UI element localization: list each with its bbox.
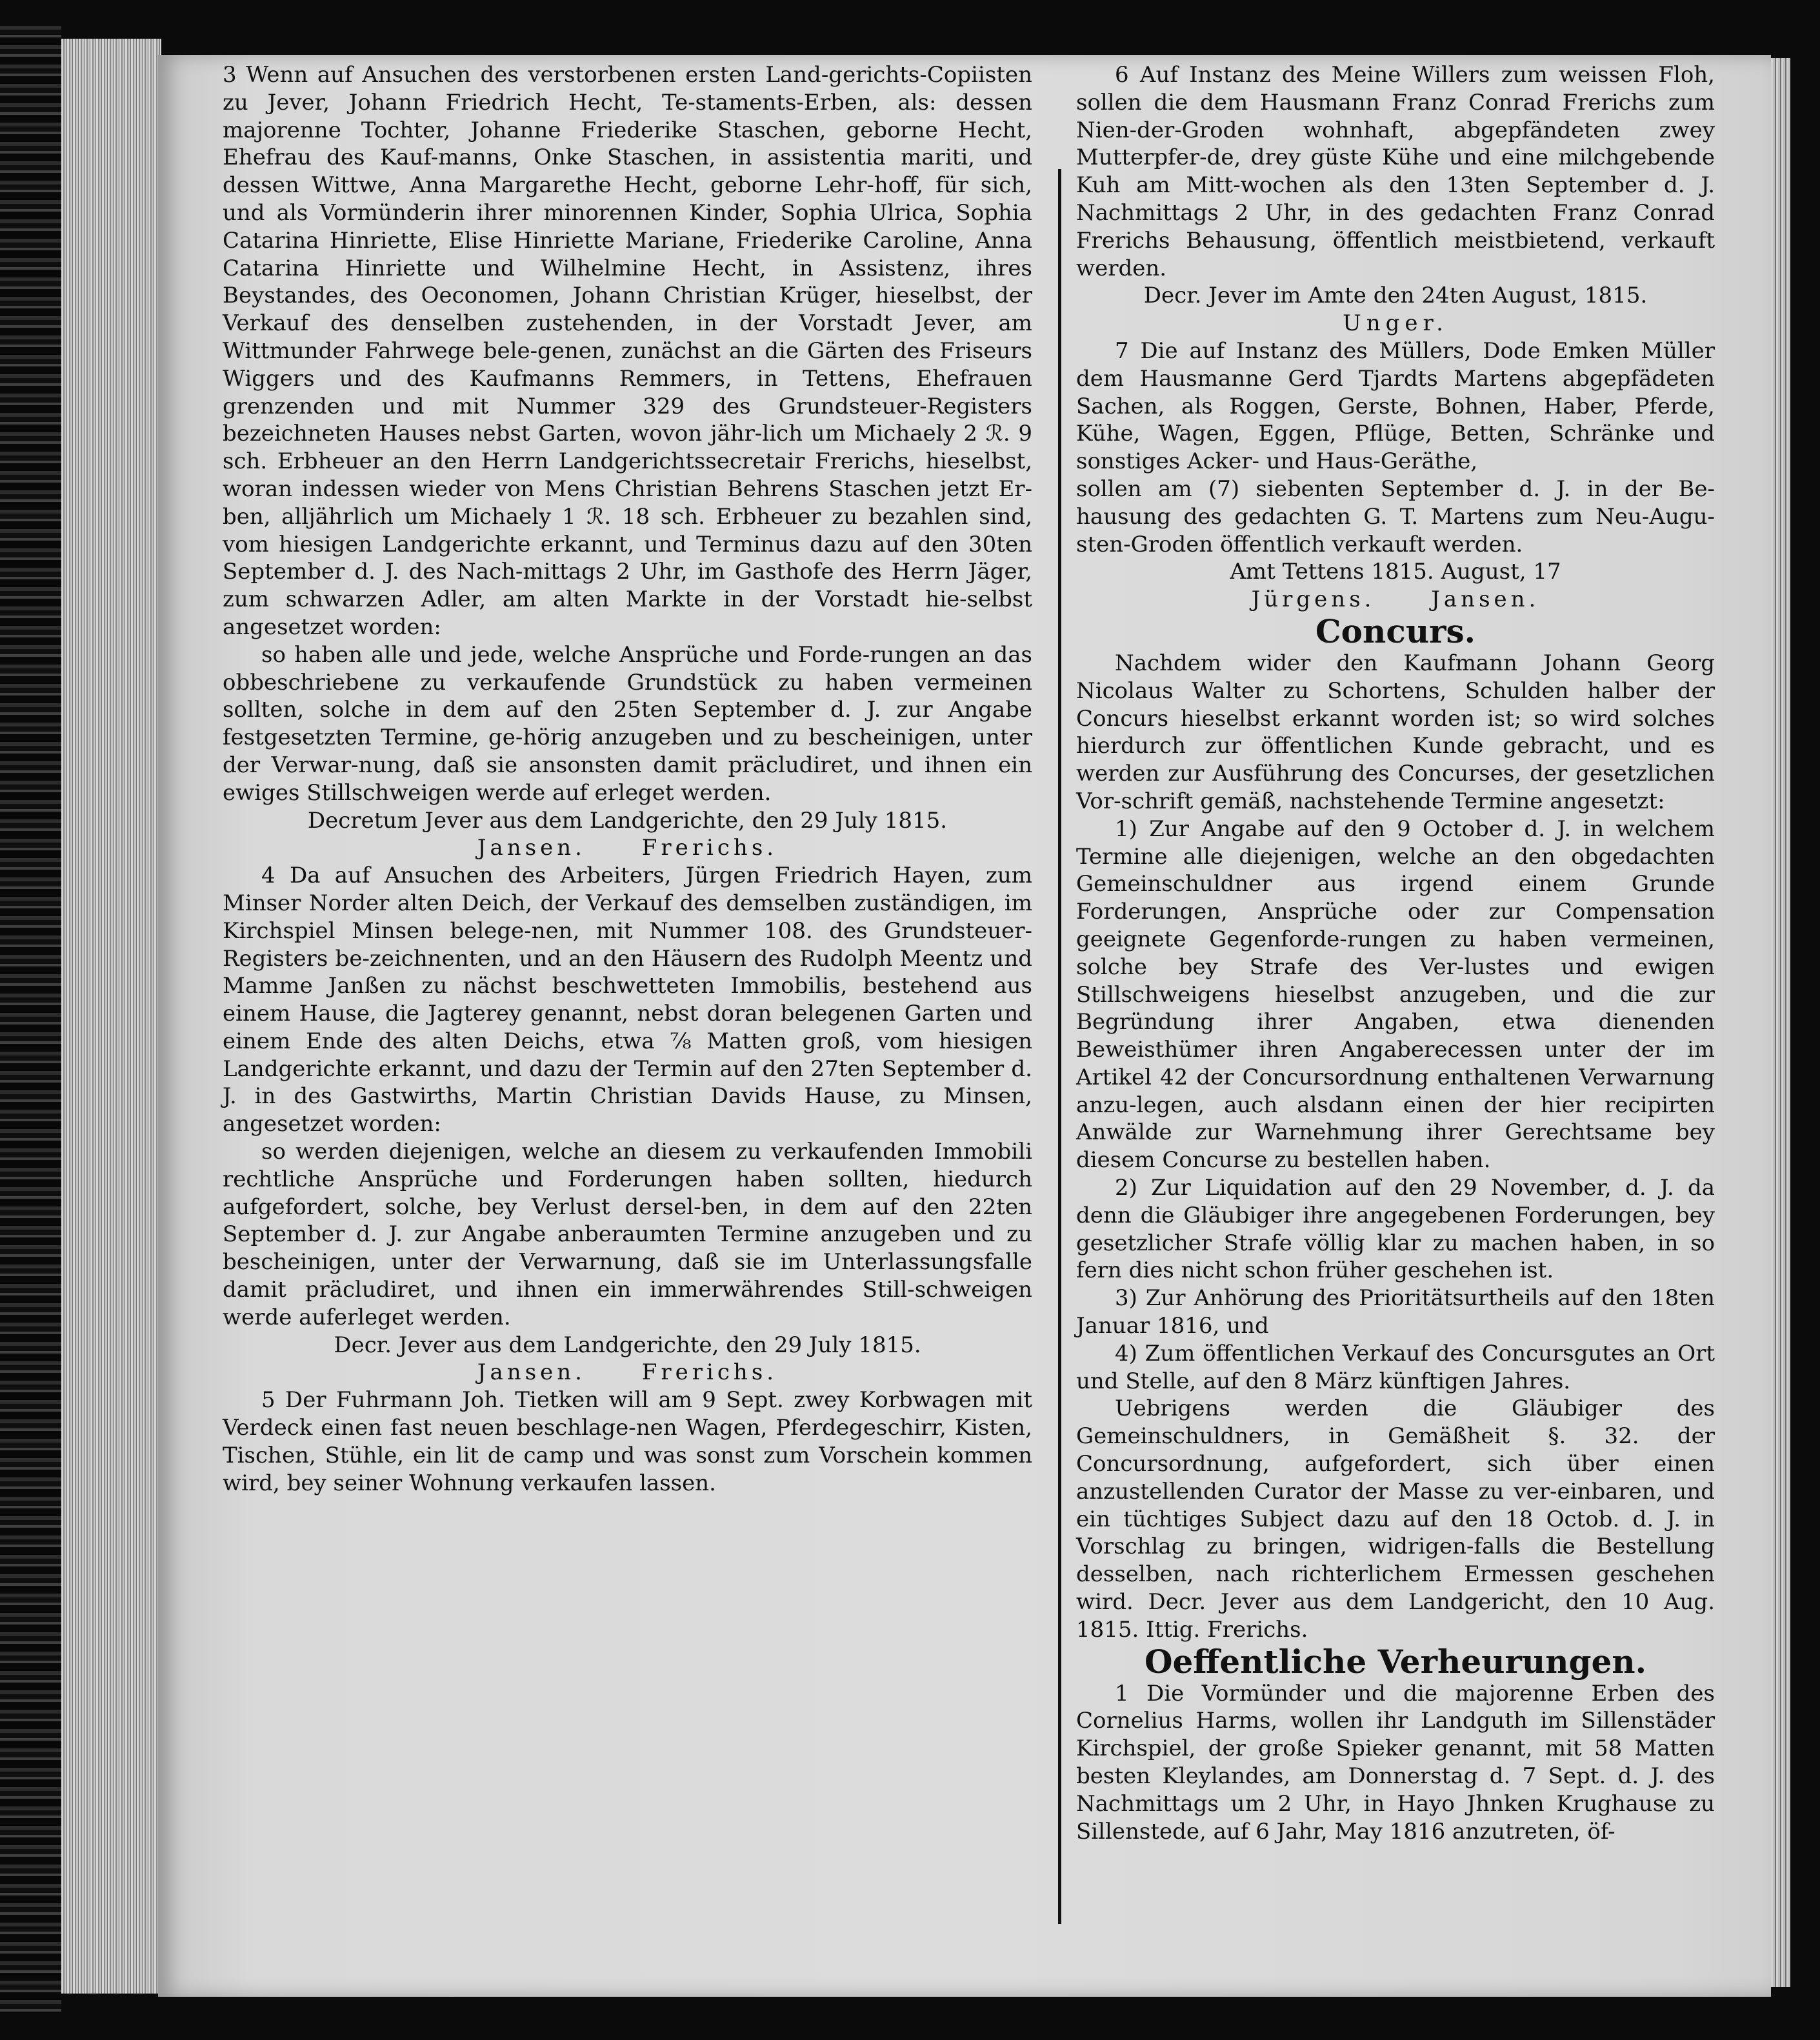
notice-7-signatures: Jürgens. Jansen. bbox=[1251, 586, 1540, 613]
concurs-heading: Concurs. bbox=[1315, 612, 1476, 650]
notice-7: 7 Die auf Instanz des Müllers, Dode Emken Müller dem Hausmanne Gerd Tjardts Martens abgepfädeten Sachen, als Roggen, Gerste, Bohnen, Haber, Pferde, Kühe, Wagen, Eggen, Pflüge, Betten, Schränke und sonstiges Acker- und Haus-Geräthe, bbox=[1076, 337, 1715, 475]
notice-5: 5 Der Fuhrmann Joh. Tietken will am 9 Sept. zwey Korbwagen mit Verdeck einen fast neuen beschlage-nen Wagen, Pferdegeschirr, Kisten, Tischen, Stühle, ein lit de camp und was sonst zum Vorschein kommen wird, bey seiner Wohnung verkaufen lassen. bbox=[223, 1387, 1032, 1496]
notice-4-decree: Decr. Jever aus dem Landgerichte, den 29 July 1815. bbox=[334, 1332, 921, 1358]
notice-6-decree: Decr. Jever im Amte den 24ten August, 1815. bbox=[1143, 283, 1648, 309]
notice-6-signature: Unger. bbox=[1343, 310, 1448, 337]
notice-6: 6 Auf Instanz des Meine Willers zum weissen Floh, sollen die dem Hausmann Franz Conrad Frerichs zum Nien-der-Groden wohnhaft, abgepfändeten zwey Mutterpfer-de, drey güste Kühe und eine milchgebende Kuh am Mitt-wochen als den 13ten September d. J. Nachmittags 2 Uhr, in des gedachten Franz Conrad Frerichs Behausung, öffentlich meistbietend, verkauft werden. bbox=[1076, 62, 1715, 281]
notice-4: 4 Da auf Ansuchen des Arbeiters, Jürgen Friedrich Hayen, zum Minser Norder alten Deich, der Verkauf des demselben zuständigen, im Kirchspiel Minsen belege-nen, mit Nummer 108. des Grundsteuer-Registers be-zeichnenten, und an den Häusern des Rudolph Meentz und Mamme Janßen zu nächst beschwetteten Immobilis, bestehend aus einem Hause, die Jagterey genannt, nebst doran belegenen Garten und einem Ende des alten Deichs, etwa ⅞ Matten groß, vom hiesigen Landgerichte erkannt, und dazu der Termin auf den 27ten September d. J. in des Gastwirths, Martin Christian Davids Hause, zu Minsen, angesetzet worden: bbox=[223, 863, 1032, 1137]
notice-3: 3 Wenn auf Ansuchen des verstorbenen ersten Land-gerichts-Copiisten zu Jever, Johann Friedrich Hecht, Te-staments-Erben, als: dessen majorenne Tochter, Johanne Friederike Staschen, geborne Hecht, Ehefrau des Kauf-manns, Onke Staschen, in assistentia mariti, und dessen Wittwe, Anna Margarethe Hecht, geborne Lehr-hoff, für sich, und als Vormünderin ihrer minorennen Kinder, Sophia Ulrica, Sophia Catarina Hinriette, Elise Hinriette Mariane, Friederike Caroline, Anna Catarina Hinriette und Wilhelmine Hecht, in Assistenz, ihres Beystandes, des Oeconomen, Johann Christian Krüger, hieselbst, der Verkauf des denselben zustehenden, in der Vorstadt Jever, am Wittmunder Fahrwege bele-genen, zunächst an die Gärten des Friseurs Wiggers und des Kaufmanns Remmers, in Tettens, Ehefrauen grenzenden und mit Nummer 329 des Grundsteuer-Registers bezeichneten Hauses nebst Garten, wovon jähr-lich um Michaely 2 ℛ. 9 sch. Erbheuer an den Herrn Landgerichtssecretair Frerichs, hieselbst, woran indessen wieder von Mens Christian Behrens Staschen jetzt Er-ben, alljährlich um Michaely 1 ℛ. 18 sch. Erbheuer zu bezahlen sind, vom hiesigen Landgerichte erkannt, und Terminus dazu auf den 30ten September d. J. des Nach-mittags 2 Uhr, im Gasthofe des Herrn Jäger, zum schwarzen Adler, am alten Markte in der Vorstadt hie-selbst angesetzet worden: bbox=[223, 62, 1032, 640]
left-column bbox=[223, 61, 1032, 1497]
concurs-term-3: 3) Zur Anhörung des Prioritätsurtheils auf den 18ten Januar 1816, und bbox=[1076, 1285, 1715, 1339]
concurs-closing: Uebrigens werden die Gläubiger des Gemeinschuldners, in Gemäßheit §. 32. der Concursordnung, aufgefordert, sich über einen anzustellenden Curator der Masse zu ver-einbaren, und ein tüchtiges Subject dazu auf den 18 Octob. d. J. in Vorschlag zu bringen, widrigen-falls die Bestellung desselben, nach richterlichem Ermessen geschehen wird. Decr. Jever aus dem Landgericht, den 10 Aug. 1815. Ittig. Frerichs. bbox=[1076, 1395, 1715, 1643]
notice-4-claims: so werden diejenigen, welche an diesem zu verkaufenden Immobili rechtliche Ansprüche und Forderungen haben sollten, hiedurch aufgefordert, solche, bey Verlust dersel-ben, in dem auf den 22ten September d. J. zur Angabe anberaumten Termine anzugeben und zu bescheinigen, unter der Verwarnung, daß sie im Unterlassungsfalle damit präcludiret, und ihnen ein immerwährendes Still-schweigen werde auferleget werden. bbox=[223, 1139, 1032, 1330]
right-column bbox=[1076, 61, 1715, 1845]
notice-3-signatures: Jansen. Frerichs. bbox=[477, 835, 778, 861]
leases-heading: Oeffentliche Verheurungen. bbox=[1144, 1642, 1647, 1681]
page-edges-left bbox=[61, 39, 161, 1994]
notice-4-signatures: Jansen. Frerichs. bbox=[477, 1359, 778, 1386]
book-spine bbox=[0, 26, 61, 2013]
concurs-term-4: 4) Zum öffentlichen Verkauf des Concursgutes an Ort und Stelle, auf den 8 März künftigen Jahres. bbox=[1076, 1340, 1715, 1394]
column-divider bbox=[1058, 169, 1061, 1924]
notice-3-claims: so haben alle und jede, welche Ansprüche und Forde-rungen an das obbeschriebene zu verkaufende Grundstück zu haben vermeinen sollten, solche in dem auf den 25ten September d. J. zur Angabe festgesetzten Termine, ge-hörig anzugeben und zu bescheinigen, unter der Verwar-nung, daß sie ansonsten damit präcludiret, und ihnen ein ewiges Stillschweigen werde auf erleget werden. bbox=[223, 641, 1032, 806]
concurs-intro: Nachdem wider den Kaufmann Johann Georg Nicolaus Walter zu Schortens, Schulden halber der Concurs hieselbst erkannt worden ist; so wird solches hierdurch zur öffentlichen Kunde gebracht, und es werden zur Ausführung des Concurses, der gesetzlichen Vor-schrift gemäß, nachstehende Termine angesetzt: bbox=[1076, 650, 1715, 814]
notice-7-office: Amt Tettens 1815. August, 17 bbox=[1230, 559, 1561, 585]
lease-notice-1: 1 Die Vormünder und die majorenne Erben des Cornelius Harms, wollen ihr Landguth im Sillenstäder Kirchspiel, der große Spieker genannt, mit 58 Matten besten Kleylandes, am Donnerstag d. 7 Sept. d. J. des Nachmittags um 2 Uhr, in Hayo Jhnken Krughause zu Sillenstede, auf 6 Jahr, May 1816 anzutreten, öf- bbox=[1076, 1680, 1715, 1845]
notice-3-decree: Decretum Jever aus dem Landgerichte, den 29 July 1815. bbox=[307, 807, 948, 834]
concurs-term-2: 2) Zur Liquidation auf den 29 November, d. J. da denn die Gläubiger ihre angegebenen Forderungen, bey gesetzlicher Strafe völlig klar zu machen haben, in so fern dies nicht schon früher geschehen ist. bbox=[1076, 1175, 1715, 1284]
notice-7-sale: sollen am (7) siebenten September d. J. in der Be-hausung des gedachten G. T. Martens zum Neu-Augu-sten-Groden öffentlich verkauft werden. bbox=[1076, 475, 1715, 557]
page-edges-right bbox=[1768, 58, 1790, 1987]
concurs-term-1: 1) Zur Angabe auf den 9 October d. J. in welchem Termine alle diejenigen, welche an den obgedachten Gemeinschuldner aus irgend einem Grunde Forderungen, Ansprüche oder zur Compensation geeignete Gegenforde-rungen zu haben vermeinen, solche bey Strafe des Ver-lustes und ewigen Stillschweigens hieselbst anzugeben, und die zur Begründung ihrer Angaben, etwa dienenden Beweisthümer ihren Angaberecessen unter der im Artikel 42 der Concursordnung enthaltenen Verwarnung anzu-legen, auch alsdann einen der hier recipirten Anwälde zur Warnehmung ihrer Gerechtsame bey diesem Concurse zu bestellen haben. bbox=[1076, 815, 1715, 1174]
